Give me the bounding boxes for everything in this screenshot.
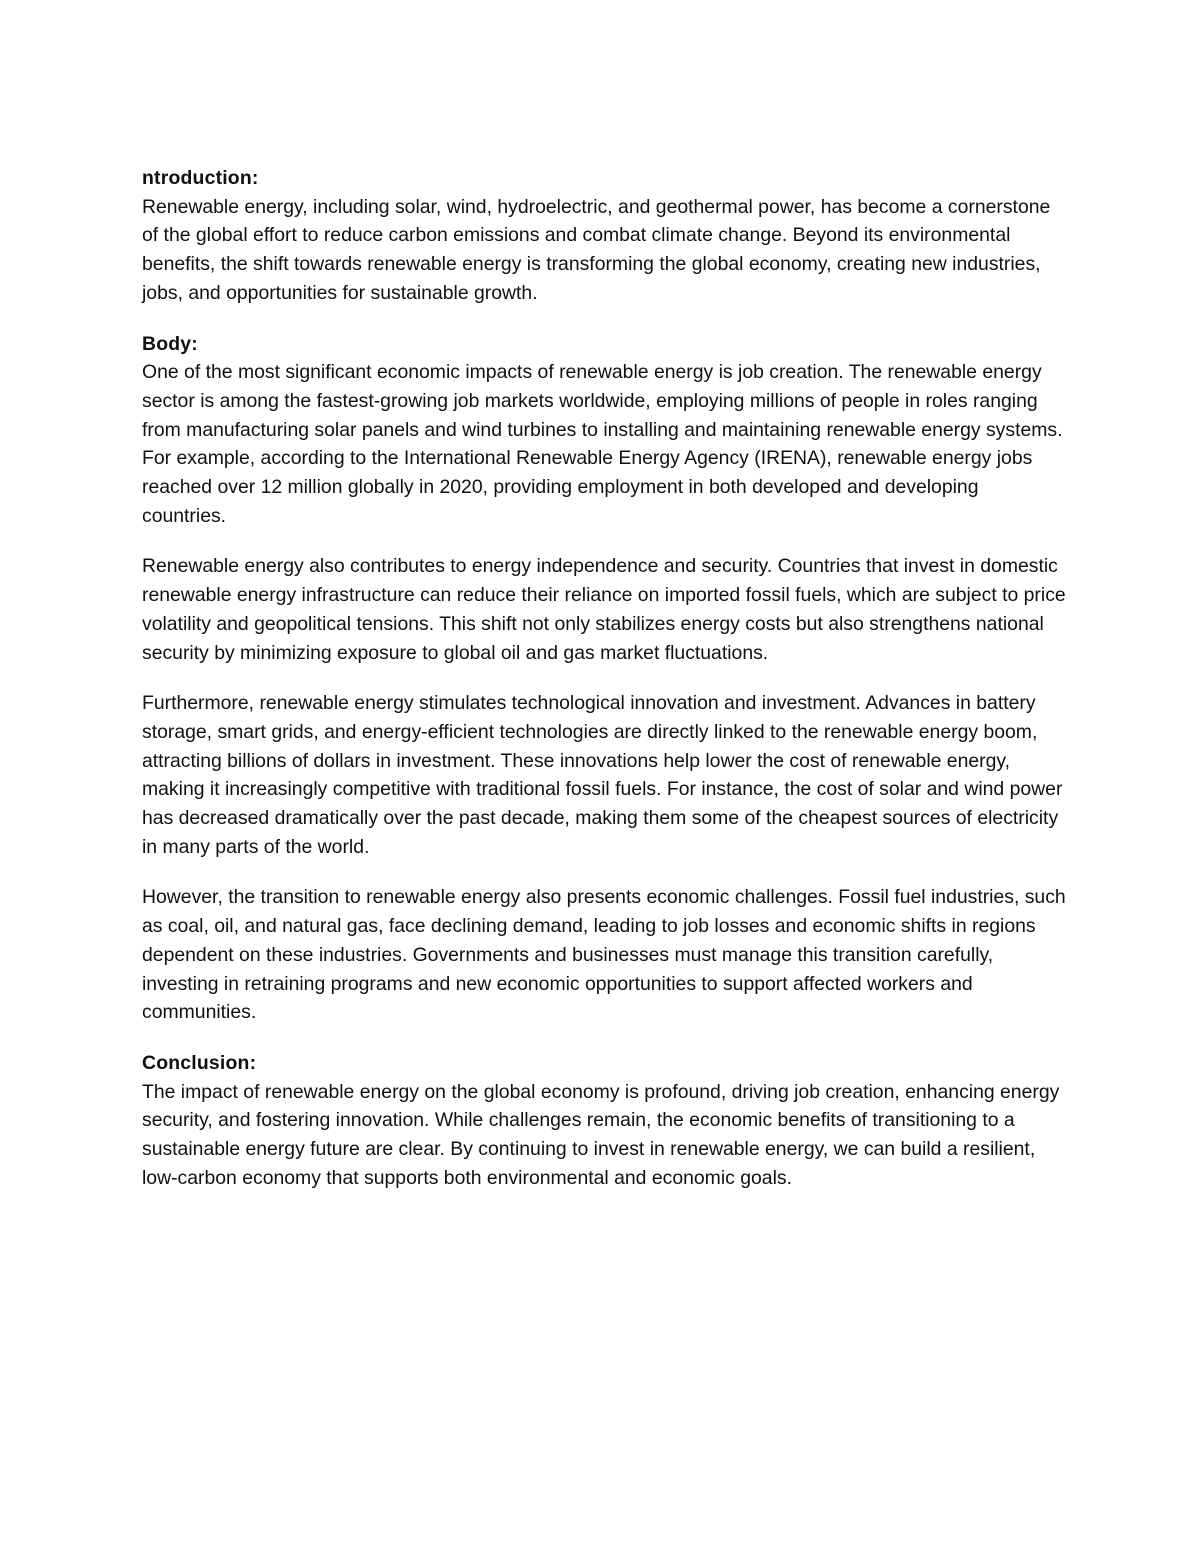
body-paragraph-1: One of the most significant economic impacts of renewable energy is job creation. The renewable energy sector is among the fastest-growing job markets worldwide, employing millions of people in roles ranging from manufacturing solar panels and wind turbines to installing and maintaining renewable energy systems. For example, according to the International Renewable Energy Agency (IRENA), renewable energy jobs reached over 12 million globally in 2020, providing employment in both developed and developing countries. [142,361,1063,527]
document-content [142,164,1067,1193]
conclusion-paragraph: The impact of renewable energy on the global economy is profound, driving job creation, enhancing energy security, and fostering innovation. While challenges remain, the economic benefits of transitioning to a sustainable energy future are clear. By continuing to invest in renewable energy, we can build a resilient, low-carbon economy that supports both environmental and economic goals. [142,1080,1060,1189]
introduction-heading: ntroduction: [142,167,259,189]
body-paragraph-2: Renewable energy also contributes to energy independence and security. Countries that invest in domestic renewable energy infrastructure can reduce their reliance on imported fossil fuels, which are subject to price volatility and geopolitical tensions. This shift not only stabilizes energy costs but also strengthens national security by minimizing exposure to global oil and gas market fluctuations. [142,555,1066,664]
introduction-paragraph: Renewable energy, including solar, wind, hydroelectric, and geothermal power, has become a cornerstone of the global effort to reduce carbon emissions and combat climate change. Beyond its environmental benefits, the shift towards renewable energy is transforming the global economy, creating new industries, jobs, and opportunities for sustainable growth. [142,195,1051,304]
body-paragraph-3: Furthermore, renewable energy stimulates technological innovation and investment. Advances in battery storage, smart grids, and energy-efficient technologies are directly linked to the renewable energy boom, attracting billions of dollars in investment. These innovations help lower the cost of renewable energy, making it increasingly competitive with traditional fossil fuels. For instance, the cost of solar and wind power has decreased dramatically over the past decade, making them some of the cheapest sources of electricity in many parts of the world. [142,692,1063,858]
body-paragraph-4: However, the transition to renewable energy also presents economic challenges. Fossil fuel industries, such as coal, oil, and natural gas, face declining demand, leading to job losses and economic shifts in regions dependent on these industries. Governments and businesses must manage this transition carefully, investing in retraining programs and new economic opportunities to support affected workers and communities. [142,886,1066,1024]
body-heading: Body: [142,332,198,355]
conclusion-heading: Conclusion: [142,1051,257,1074]
